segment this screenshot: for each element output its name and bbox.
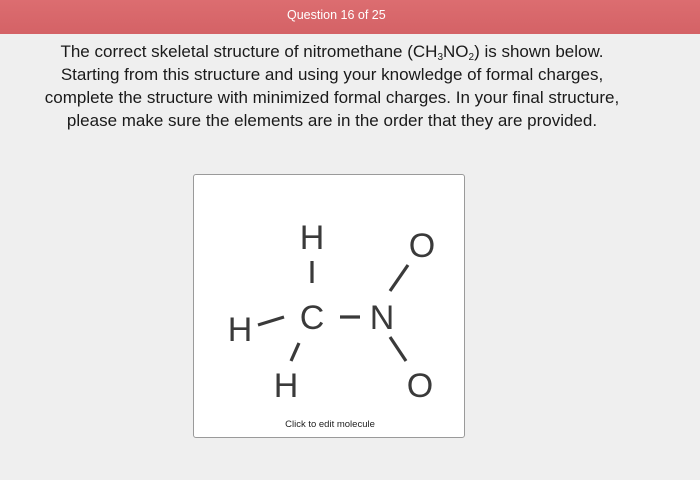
subscript-3: 3 (437, 52, 444, 63)
atom-c: C (299, 299, 325, 337)
atom-h-bottom: H (273, 367, 299, 405)
bond-n-o-bottom (390, 337, 406, 361)
prompt-text-part-3: ) is shown below. Starting from this structure and using your knowledge of formal charges, complete the structure with minimized formal charges. In your final structure, please make sure the elements are in the order that they are provided. (44, 42, 620, 130)
prompt-text-part-1: The correct skeletal structure of nitromethane (CH (60, 42, 438, 61)
prompt-text-part-2: NO (443, 42, 469, 61)
header-bar (0, 0, 700, 34)
atom-h-left: H (227, 311, 253, 349)
question-counter: Question 16 of 25 (287, 8, 386, 22)
bond-c-h-left (258, 317, 284, 325)
atom-o-bottom: O (406, 367, 434, 405)
bond-c-h-bottom (291, 343, 299, 361)
edit-molecule-caption[interactable]: Click to edit molecule (285, 419, 375, 430)
subscript-2: 2 (468, 52, 475, 63)
question-page (0, 34, 700, 480)
atom-o-top: O (408, 227, 436, 265)
atom-n: N (369, 299, 395, 337)
molecule-drawing (194, 175, 466, 439)
question-prompt (42, 40, 622, 132)
bond-n-o-top (390, 265, 408, 291)
molecule-editor[interactable] (193, 174, 465, 438)
atom-h-top: H (299, 219, 325, 257)
